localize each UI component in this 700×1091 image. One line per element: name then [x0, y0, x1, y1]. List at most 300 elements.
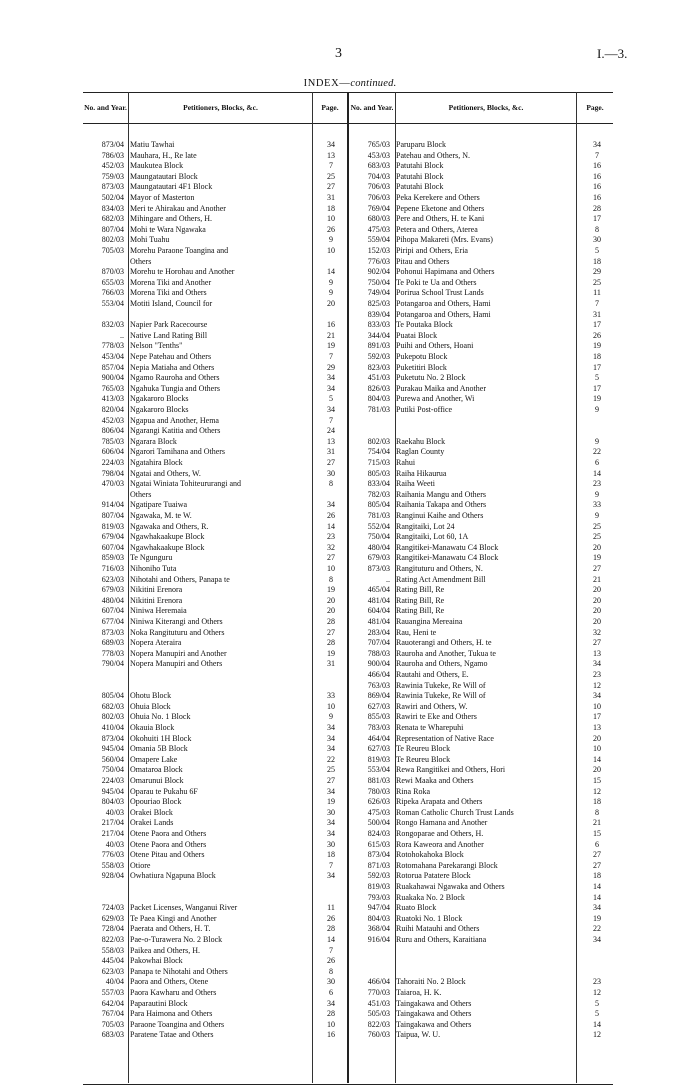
entry-page: 25	[593, 532, 601, 542]
index-entry	[83, 299, 346, 309]
entry-page: 12	[593, 1030, 601, 1040]
index-entry	[83, 924, 346, 934]
entry-petitioner: Taingakawa and Others	[396, 1009, 472, 1019]
entry-number: 728/04	[101, 924, 124, 934]
entry-page: 30	[593, 235, 601, 245]
entry-number: 776/03	[367, 256, 390, 266]
entry-petitioner: Ngatipare Tuaiwa	[130, 500, 188, 510]
entry-page: 25	[327, 765, 335, 775]
index-entry	[349, 659, 612, 669]
entry-petitioner: Nopera Ateraira	[130, 638, 182, 648]
entry-page: 23	[593, 977, 601, 987]
entry-petitioner: Ngakaroro Blocks	[130, 405, 189, 414]
entry-petitioner: Okauia Block	[130, 723, 175, 732]
index-entry	[349, 235, 612, 245]
index-entry	[349, 214, 612, 224]
entry-page: 34	[327, 373, 335, 383]
entry-petitioner: Oparau te Pukahu 6F	[130, 786, 198, 796]
index-entry	[349, 341, 612, 351]
entry-petitioner: Maukutea Block	[130, 161, 184, 171]
entry-petitioner: Omapere Lake	[130, 754, 178, 764]
entry-page: 28	[327, 638, 335, 648]
entry-petitioner: Morena Tiki and Another	[130, 277, 212, 287]
entry-number: 679/03	[367, 553, 390, 563]
index-entry	[83, 553, 346, 563]
entry-page: 17	[593, 320, 601, 330]
index-entry	[349, 924, 612, 934]
index-entry	[349, 765, 612, 775]
entry-number: 759/03	[101, 171, 124, 181]
entry-number: 677/04	[101, 617, 124, 626]
entry-petitioner: Rotorua Patatere Block	[396, 871, 471, 881]
header-petitioners-right: Petitioners, Blocks, &c.	[396, 92, 576, 124]
entry-number: 832/03	[101, 320, 124, 330]
entry-petitioner: Taingakawa and Others	[396, 998, 472, 1008]
entry-petitioner: Renata te Wharepuhi	[396, 723, 464, 732]
entry-page: 8	[329, 966, 333, 976]
entry-petitioner: Paora and Others, Otene	[130, 977, 209, 987]
index-entry	[83, 225, 346, 235]
entry-petitioner: Patutahi Block	[396, 171, 444, 181]
entry-number: 481/04	[367, 595, 390, 605]
index-entry	[349, 670, 612, 680]
entry-page: 34	[327, 998, 335, 1008]
entry-number: 869/04	[367, 691, 390, 701]
index-entry	[83, 288, 346, 298]
index-entry	[83, 776, 346, 786]
entry-petitioner: Rauangina Mereaina	[396, 617, 463, 626]
entry-page: 19	[593, 341, 601, 351]
index-entry	[83, 172, 346, 182]
entry-page: 10	[327, 1019, 335, 1029]
entry-page: 18	[593, 256, 601, 266]
entry-number: 802/03	[367, 436, 390, 446]
entry-page: 17	[593, 214, 601, 224]
entry-number: 283/04	[367, 627, 390, 637]
entry-number: 706/03	[367, 182, 390, 192]
index-entry	[83, 840, 346, 850]
entry-number: 629/03	[101, 913, 124, 923]
entry-number: 765/03	[101, 383, 124, 393]
index-entry	[83, 575, 346, 585]
entry-number: 505/03	[367, 1009, 390, 1019]
entry-page: 20	[593, 733, 601, 743]
index-entry	[349, 426, 612, 436]
entry-petitioner: Nepia Matiaha and Others	[130, 362, 215, 372]
entry-page: 17	[593, 712, 601, 722]
entry-page: 14	[327, 935, 335, 944]
entry-petitioner: Niniwa Kiterangi and Others	[130, 617, 223, 626]
entry-petitioner: Puatai Block	[396, 330, 438, 340]
index-entry	[349, 140, 612, 150]
entry-petitioner: Omania 5B Block	[130, 744, 188, 754]
title-prefix: INDEX—	[303, 78, 351, 89]
index-entry	[83, 850, 346, 860]
entry-petitioner: Representation of Native Race	[396, 733, 494, 743]
entry-number: 466/04	[367, 670, 390, 679]
entry-number: 500/04	[367, 818, 390, 828]
index-entry	[83, 670, 346, 680]
index-entry	[83, 649, 346, 659]
entry-page: 19	[593, 913, 601, 923]
entry-page: 18	[327, 203, 335, 213]
index-entry	[349, 384, 612, 394]
entry-number: 682/03	[101, 214, 124, 224]
entry-number: 750/04	[367, 532, 390, 542]
index-entry	[83, 352, 346, 362]
entry-number: 900/04	[101, 373, 124, 383]
entry-page: 21	[593, 574, 601, 584]
entry-number: 802/03	[101, 235, 124, 245]
index-entry	[349, 288, 612, 298]
entry-page: 30	[327, 468, 335, 478]
index-entry	[83, 1020, 346, 1030]
entry-petitioner: Morehu te Horohau and Another	[130, 267, 235, 277]
index-entry	[349, 405, 612, 415]
entry-page: 34	[327, 733, 335, 743]
entry-number: 680/03	[367, 214, 390, 224]
index-entry	[349, 585, 612, 595]
entry-page: 28	[327, 1009, 335, 1019]
entry-page: 7	[595, 150, 599, 160]
entry-number: 705/03	[101, 246, 124, 255]
entry-page: 13	[593, 723, 601, 732]
entry-number: 857/04	[101, 362, 124, 372]
entry-number: 793/03	[367, 892, 390, 902]
entry-page: 25	[593, 277, 601, 287]
entry-petitioner: Ohuia No. 1 Block	[130, 712, 191, 722]
entry-page: 34	[593, 691, 601, 701]
entry-page: 20	[593, 585, 601, 595]
entry-page: 27	[327, 627, 335, 637]
entry-number: 553/04	[101, 299, 124, 308]
entry-petitioner: Raiha Hikaurua	[396, 468, 447, 478]
index-entry	[83, 320, 346, 330]
entry-petitioner: Rongo Hamana and Another	[396, 818, 488, 828]
index-entry	[349, 787, 612, 797]
entry-number: 807/04	[101, 224, 124, 234]
entry-number: 804/03	[367, 913, 390, 923]
index-entry	[83, 331, 346, 341]
entry-number: 825/03	[367, 299, 390, 308]
entry-page: 23	[593, 670, 601, 679]
entry-number: 560/04	[101, 754, 124, 764]
entry-number: 806/04	[101, 426, 124, 436]
index-entry	[83, 999, 346, 1009]
entry-petitioner: Nepe Patehau and Others	[130, 352, 212, 361]
header-number-left: No. and Year.	[83, 92, 128, 124]
index-entry	[349, 575, 612, 585]
index-entry	[349, 193, 612, 203]
index-entry	[83, 193, 346, 203]
entry-number: 152/03	[367, 246, 390, 255]
entry-page: 30	[327, 807, 335, 817]
entry-page: 18	[327, 850, 335, 860]
entry-petitioner: Raglan County	[396, 447, 445, 457]
entry-petitioner: Motiti Island, Council for	[130, 299, 213, 308]
index-entry	[83, 977, 346, 987]
entry-petitioner: Ruru and Others, Karaitiana	[396, 935, 487, 944]
index-entry	[83, 447, 346, 457]
entry-page: 27	[593, 564, 601, 573]
entry-number: 679/03	[101, 585, 124, 595]
entry-number: 592/03	[367, 871, 390, 881]
index-entry	[83, 500, 346, 510]
entry-number: 928/04	[101, 871, 124, 881]
entry-petitioner: Tahoraiti No. 2 Block	[396, 977, 466, 987]
index-entry	[349, 447, 612, 457]
entry-number: 607/04	[101, 606, 124, 616]
entry-page: 5	[595, 998, 599, 1008]
entry-page: 12	[593, 988, 601, 997]
entry-page: 34	[327, 383, 335, 393]
entry-number: 859/03	[101, 553, 124, 563]
entry-number: 778/03	[101, 648, 124, 658]
index-entry	[349, 543, 612, 553]
index-entry	[349, 225, 612, 235]
entry-page: 19	[327, 341, 335, 351]
entry-petitioner: Napier Park Racecourse	[130, 320, 208, 330]
index-entry	[83, 479, 346, 489]
entry-petitioner: Ngarangi Katitia and Others	[130, 426, 221, 436]
entry-number: 217/04	[101, 829, 124, 838]
entry-number: 606/04	[101, 447, 124, 457]
index-entry	[83, 723, 346, 733]
entry-page: 28	[327, 617, 335, 626]
index-entry	[349, 479, 612, 489]
entry-number: 819/03	[367, 754, 390, 764]
index-entry	[349, 977, 612, 987]
entry-number: 224/03	[101, 776, 124, 785]
index-entry	[349, 628, 612, 638]
index-entry	[83, 182, 346, 192]
entry-page: 19	[593, 394, 601, 404]
entry-petitioner: Rina Roka	[396, 786, 430, 796]
entry-petitioner: Puketitiri Block	[396, 362, 447, 372]
entry-page: 5	[595, 1009, 599, 1019]
index-entry	[349, 935, 612, 945]
entry-petitioner: Paora Kawharu and Others	[130, 988, 217, 997]
entry-page: 16	[327, 320, 335, 330]
entry-page: 7	[595, 299, 599, 308]
entry-number: 819/03	[367, 882, 390, 891]
index-entry	[349, 723, 612, 733]
entry-number: 466/04	[367, 977, 390, 987]
index-entry	[349, 734, 612, 744]
entry-page: 8	[329, 479, 333, 489]
entry-petitioner: Ngapua and Another, Hema	[130, 415, 219, 425]
entry-petitioner: Rotohokahoka Block	[396, 850, 464, 860]
entry-number: 683/03	[101, 1030, 124, 1040]
entry-page: 6	[595, 839, 599, 849]
entry-number: 763/03	[367, 680, 390, 690]
entry-page: 14	[593, 468, 601, 478]
entry-number: 822/03	[101, 935, 124, 944]
entry-number: 451/03	[367, 373, 390, 383]
entry-number: 553/04	[367, 765, 390, 775]
header-page-left: Page.	[313, 92, 347, 124]
index-entry	[349, 712, 612, 722]
entry-number: 480/04	[101, 595, 124, 605]
entry-petitioner: Ngawaka and Others, R.	[130, 521, 209, 531]
entry-page: 19	[327, 585, 335, 595]
entry-petitioner: Ohuia Block	[130, 701, 171, 711]
entry-number: 592/03	[367, 352, 390, 361]
entry-page: 5	[595, 246, 599, 255]
entry-page: 8	[595, 807, 599, 817]
entry-page: 28	[593, 203, 601, 213]
entry-petitioner: Omataroa Block	[130, 765, 183, 775]
entry-page: 7	[329, 415, 333, 425]
index-entry	[349, 776, 612, 786]
entry-petitioner: Taingakawa and Others	[396, 1019, 472, 1029]
entry-page: 13	[327, 150, 335, 160]
index-entry	[349, 702, 612, 712]
entry-number: 766/03	[101, 288, 124, 298]
entry-page: 16	[327, 1030, 335, 1040]
entry-page: 20	[593, 765, 601, 775]
entry-page: 34	[327, 405, 335, 414]
entry-number: 900/04	[367, 659, 390, 669]
entry-page: 19	[327, 648, 335, 658]
entry-page: 34	[327, 140, 335, 149]
entry-number: 224/03	[101, 458, 124, 467]
entry-page: 10	[593, 701, 601, 711]
entry-petitioner: Pere and Others, H. te Kani	[396, 214, 485, 224]
entry-page: 7	[329, 352, 333, 361]
entry-petitioner: Ngatai Winiata Tohiteururangi and	[130, 479, 242, 489]
entry-petitioner: Te Ngunguru	[130, 553, 173, 563]
entry-page: 14	[327, 521, 335, 531]
entry-page: 5	[329, 394, 333, 404]
entry-page: 9	[329, 712, 333, 722]
entry-petitioner: Nikitini Erenora	[130, 595, 183, 605]
entry-number: 481/04	[367, 617, 390, 626]
index-entry	[83, 935, 346, 945]
entry-page: 11	[327, 903, 335, 913]
index-entry	[349, 1009, 612, 1019]
entry-petitioner: Pepene Eketone and Others	[396, 203, 485, 213]
entry-petitioner: Ngawhakaakupe Block	[130, 542, 205, 552]
index-entry	[349, 394, 612, 404]
entry-page: 14	[327, 267, 335, 277]
entry-number: 782/03	[367, 489, 390, 499]
entry-number: 805/04	[101, 691, 124, 701]
entry-page: 8	[329, 574, 333, 584]
entry-petitioner: Paerata and Others, H. T.	[130, 924, 211, 934]
index-entry	[349, 649, 612, 659]
index-entry	[83, 1030, 346, 1040]
index-entry	[349, 946, 612, 956]
entry-petitioner: Rongoparae and Others, H.	[396, 829, 484, 838]
entry-petitioner: Patutahi Block	[396, 161, 444, 171]
index-entry	[83, 416, 346, 426]
entry-page: 14	[593, 882, 601, 891]
entry-petitioner: Rawiri and Others, W.	[396, 701, 468, 711]
index-entry	[83, 946, 346, 956]
index-entry	[349, 161, 612, 171]
entry-petitioner: Noka Rangituturu and Others	[130, 627, 225, 637]
index-entry	[83, 267, 346, 277]
index-entry	[349, 278, 612, 288]
index-entry	[349, 638, 612, 648]
entry-petitioner: Paraone Toangina and Others	[130, 1019, 225, 1029]
index-entry	[349, 882, 612, 892]
index-entry	[83, 341, 346, 351]
index-entry	[83, 490, 346, 500]
entry-page: 31	[327, 659, 335, 669]
entry-petitioner: Rora Kaweora and Another	[396, 839, 484, 849]
entry-number: 480/04	[367, 542, 390, 552]
entry-petitioner: Potangaroa and Others, Hami	[396, 299, 491, 308]
entry-petitioner: Omarunui Block	[130, 776, 184, 785]
entry-number: 705/03	[101, 1019, 124, 1029]
entry-page: 21	[327, 330, 335, 340]
index-entry	[349, 744, 612, 754]
entry-petitioner: Ngatai and Others, W.	[130, 468, 201, 478]
index-entry	[349, 617, 612, 627]
entry-page: 22	[327, 754, 335, 764]
entry-petitioner: Rating Act Amendment Bill	[396, 574, 486, 584]
entry-page: 19	[327, 797, 335, 807]
entry-page: 34	[593, 140, 601, 149]
index-entry	[83, 914, 346, 924]
entry-number: 558/03	[101, 860, 124, 870]
index-entry	[349, 246, 612, 256]
index-entry	[83, 829, 346, 839]
entry-petitioner: Otene Paora and Others	[130, 839, 207, 849]
index-entry	[349, 1020, 612, 1030]
entry-petitioner: Maungatautari Block	[130, 171, 198, 181]
index-entry	[83, 363, 346, 373]
index-entry	[349, 903, 612, 913]
entry-page: 18	[593, 871, 601, 881]
index-entry	[349, 755, 612, 765]
entry-number: 475/03	[367, 224, 390, 234]
entry-petitioner: Rangituturu and Others, N.	[396, 564, 483, 573]
entry-petitioner: Ruakaka No. 2 Block	[396, 892, 465, 902]
index-entry	[83, 702, 346, 712]
entry-petitioner: Pohonui Hapimana and Others	[396, 267, 495, 277]
index-entry	[83, 257, 346, 267]
entry-page: 11	[593, 288, 601, 298]
entry-page: 29	[327, 362, 335, 372]
entry-petitioner: Rewi Maaka and Others	[396, 776, 474, 785]
entry-page: 33	[327, 691, 335, 701]
entry-page: 30	[327, 977, 335, 987]
entry-number: 452/03	[101, 415, 124, 425]
entry-petitioner: Pae-o-Turawera No. 2 Block	[130, 935, 223, 944]
entry-page: 26	[327, 511, 335, 520]
index-entry	[83, 681, 346, 691]
entry-number: 873/04	[367, 850, 390, 860]
entry-page: 27	[327, 776, 335, 785]
index-entry	[83, 871, 346, 881]
entry-petitioner: Orakei Lands	[130, 818, 174, 828]
entry-page: 7	[329, 860, 333, 870]
entry-page: 18	[593, 352, 601, 361]
entry-number: 707/04	[367, 638, 390, 648]
entry-page: 9	[329, 288, 333, 298]
index-entry	[83, 818, 346, 828]
entry-petitioner: Ngakaroro Blocks	[130, 394, 189, 404]
entry-page: 34	[327, 723, 335, 732]
index-entry	[349, 818, 612, 828]
entry-page: 34	[327, 500, 335, 510]
entry-petitioner: Rahui	[396, 458, 416, 467]
entry-page: 9	[329, 235, 333, 245]
index-entry	[349, 363, 612, 373]
